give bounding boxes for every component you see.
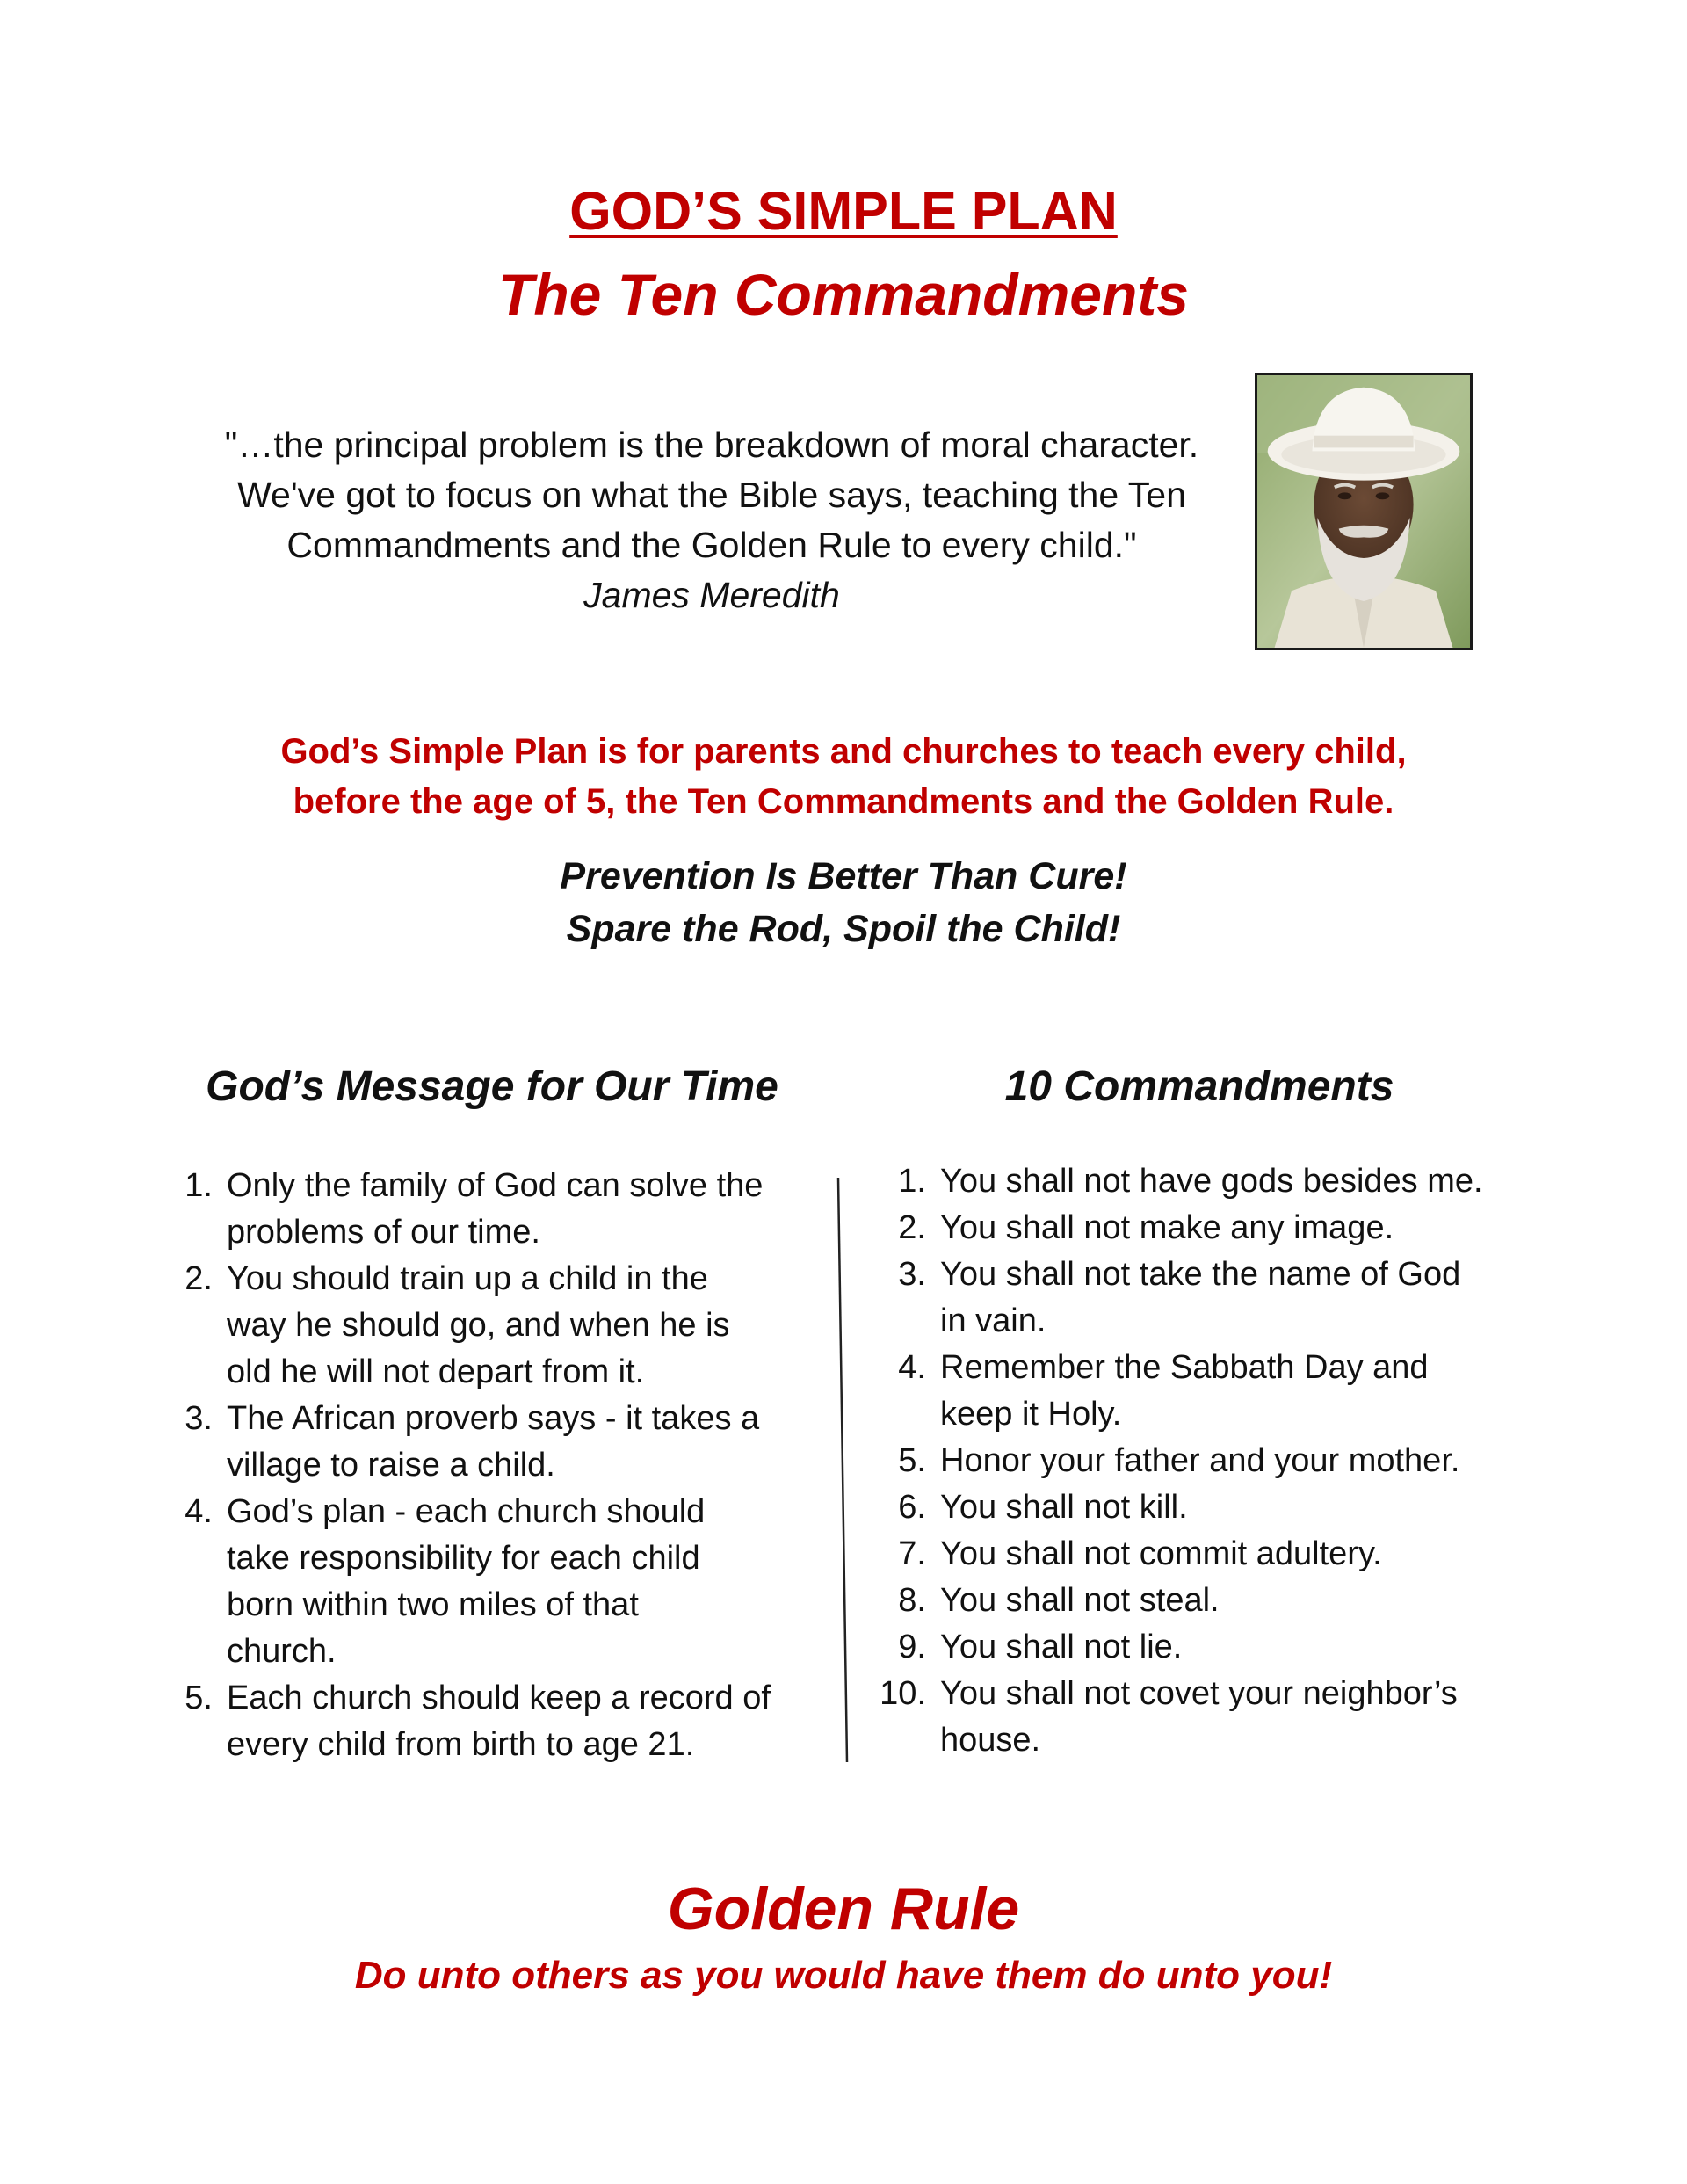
slogans (0, 850, 1687, 955)
list-item-number: 10. (880, 1675, 926, 1712)
list-item-number: 4. (185, 1493, 213, 1530)
message-list (185, 1163, 798, 1768)
list-item-text: house. (940, 1722, 1041, 1759)
list-item-text: village to raise a child. (227, 1447, 555, 1484)
list-item-text: born within two miles of that (227, 1586, 639, 1623)
quote-author: James Meredith (583, 575, 840, 615)
plan-line: before the age of 5, the Ten Commandments and the Golden Rule. (293, 782, 1394, 821)
list-item-text: take responsibility for each child (227, 1540, 700, 1577)
list-item-text: Remember the Sabbath Day and (940, 1349, 1429, 1386)
plan-statement (0, 727, 1687, 827)
list-item-text: in vain. (940, 1302, 1046, 1339)
list-item-text: keep it Holy. (940, 1396, 1122, 1433)
list-item (898, 1438, 1520, 1484)
slogan-line: Spare the Rod, Spoil the Child! (566, 908, 1121, 950)
commandments-list (880, 1158, 1520, 1764)
list-item-text: You shall not steal. (940, 1582, 1220, 1619)
plan-line: God’s Simple Plan is for parents and churches to teach every child, (280, 732, 1407, 771)
list-item-text: God’s plan - each church should (227, 1493, 706, 1530)
list-item (185, 1256, 798, 1396)
list-item-text: You shall not have gods besides me. (940, 1163, 1483, 1200)
list-item-text: You shall not commit adultery. (940, 1535, 1382, 1572)
golden-rule-text: Do unto others as you would have them do unto you! (354, 1954, 1333, 1997)
slogan-line: Prevention Is Better Than Cure! (560, 855, 1127, 897)
portrait-image (1257, 375, 1470, 648)
list-item-text: You shall not covet your neighbor’s (940, 1675, 1458, 1712)
list-item-text: every child from birth to age 21. (227, 1726, 695, 1763)
golden-rule-title: Golden Rule (667, 1876, 1020, 1942)
page-subtitle: The Ten Commandments (498, 262, 1189, 327)
list-item (898, 1624, 1520, 1671)
list-item-text: Honor your father and your mother. (940, 1442, 1460, 1479)
list-item (898, 1484, 1520, 1531)
list-item-text: Only the family of God can solve the (227, 1167, 764, 1204)
column-divider (836, 1178, 849, 1762)
list-item-text: You should train up a child in the (227, 1260, 708, 1297)
portrait-photo (1255, 373, 1473, 650)
list-item-number: 5. (898, 1442, 926, 1479)
list-item-text: way he should go, and when he is (227, 1307, 730, 1344)
list-item (185, 1675, 798, 1768)
page-title: GOD’S SIMPLE PLAN (569, 181, 1118, 241)
list-item (880, 1671, 1520, 1764)
list-item-number: 6. (898, 1489, 926, 1526)
list-item-number: 1. (898, 1163, 926, 1200)
list-item-text: You shall not lie. (940, 1629, 1183, 1665)
list-item (898, 1345, 1520, 1438)
list-item-text: Each church should keep a record of (227, 1680, 771, 1716)
quote-block (149, 420, 1274, 620)
list-item-text: The African proverb says - it takes a (227, 1400, 760, 1437)
quote-line: Commandments and the Golden Rule to every child." (286, 525, 1137, 565)
list-item-number: 2. (185, 1260, 213, 1297)
quote-line: We've got to focus on what the Bible says, teaching the Ten (237, 475, 1186, 515)
list-item (898, 1531, 1520, 1578)
list-item (898, 1578, 1520, 1624)
list-item-number: 3. (185, 1400, 213, 1437)
list-item-number: 1. (185, 1167, 213, 1204)
list-item-number: 4. (898, 1349, 926, 1386)
list-item-text: You shall not take the name of God (940, 1256, 1461, 1293)
list-item (185, 1489, 798, 1675)
list-item (898, 1205, 1520, 1252)
list-item-text: church. (227, 1633, 337, 1670)
list-item (185, 1163, 798, 1256)
list-item-number: 9. (898, 1629, 926, 1665)
list-item-number: 7. (898, 1535, 926, 1572)
list-item (898, 1252, 1520, 1345)
quote-line: "…the principal problem is the breakdown of moral character. (224, 424, 1199, 465)
list-item (898, 1158, 1520, 1205)
list-item-number: 8. (898, 1582, 926, 1619)
right-column-heading: 10 Commandments (1004, 1063, 1394, 1110)
list-item-text: problems of our time. (227, 1214, 540, 1251)
list-item-text: You shall not kill. (940, 1489, 1188, 1526)
left-column-heading: God’s Message for Our Time (206, 1063, 778, 1110)
list-item-number: 2. (898, 1209, 926, 1246)
list-item-text: old he will not depart from it. (227, 1353, 645, 1390)
list-item-number: 5. (185, 1680, 213, 1716)
list-item-number: 3. (898, 1256, 926, 1293)
list-item-text: You shall not make any image. (940, 1209, 1394, 1246)
list-item (185, 1396, 798, 1489)
